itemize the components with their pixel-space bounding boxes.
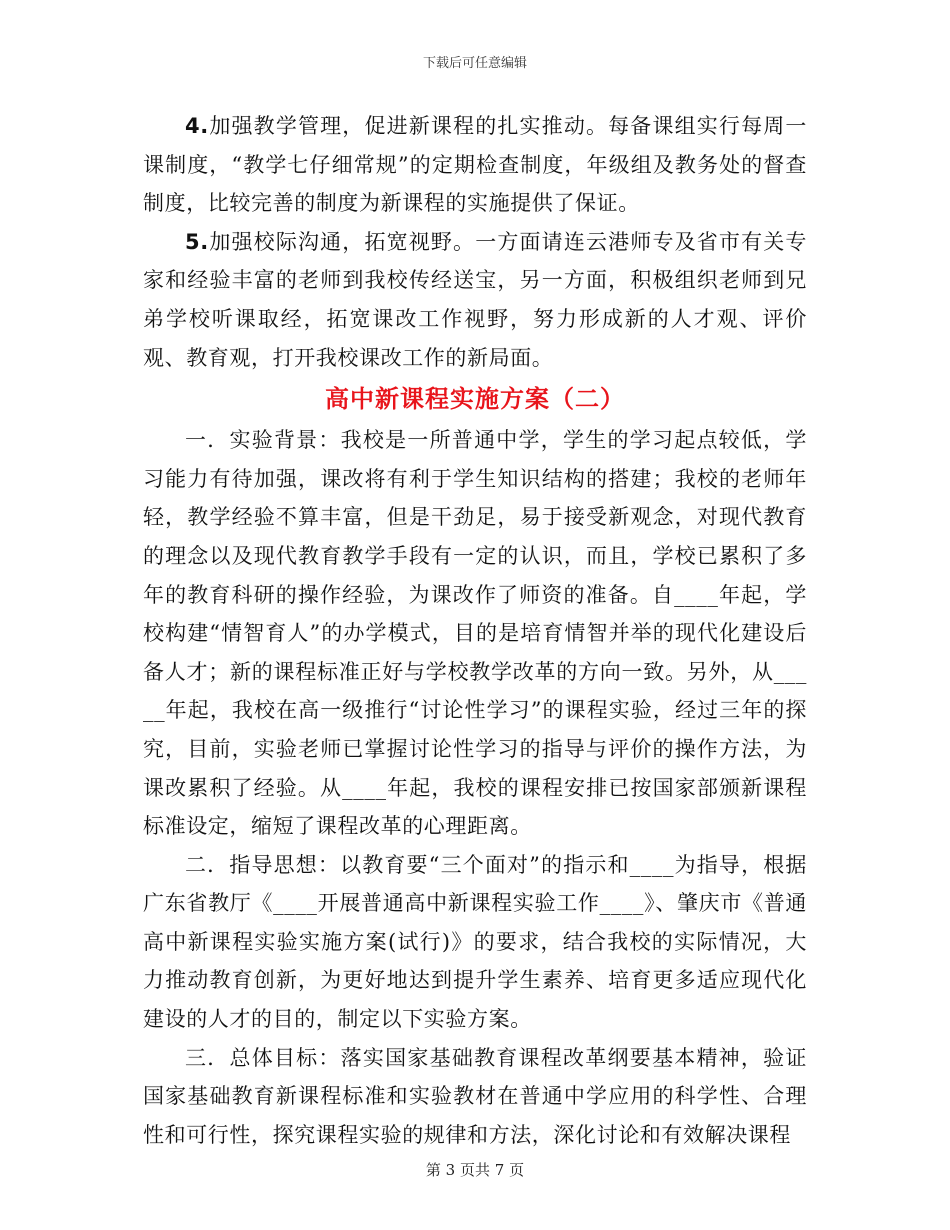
paragraph-item-4 — [143, 107, 807, 223]
item-number: 5. — [185, 229, 209, 254]
page-footer: 第 3 页共 7 页 — [425, 1161, 525, 1179]
page-header: 下载后可任意编辑 — [422, 56, 527, 71]
paragraph-background: 一．实验背景：我校是一所普通中学，学生的学习起点较低，学习能力有待加强，课改将有利于学生知识结构的搭建；我校的老师年轻，教学经验不算丰富，但是干劲足，易于接受新观念，对现代教育的理念以及现代教育教学手段有一定的认识，而且，学校已累积了多年的教育科研的操作经验，为课改作了师资的准备。自____年起，学校构建“情智育人”的办学模式，目的是培育情智并举的现代化建设后备人才；新的课程标准正好与学校教学改革的方向一致。另外，从_____年起，我校在高一级推行“讨论性学习”的课程实验，经过三年的探究，目前，实验老师已掌握讨论性学习的指导与评价的操作方法，为课改累积了经验。从____年起，我校的课程安排已按国家部颁新课程标准设定，缩短了课程改革的心理距离。 — [143, 428, 807, 839]
paragraph-guideline: 二．指导思想：以教育要“三个面对”的指示和____为指导，根据广东省教厅《____开展普通高中新课程实验工作____》、肇庆市《普通高中新课程实验实施方案(试行)》的要求，结合我校的实际情况，大力推动教育创新，为更好地达到提升学生素养、培育更多适应现代化建设的人才的目的，制定以下实验方案。 — [143, 852, 807, 1032]
paragraph-item-5 — [143, 223, 807, 377]
paragraph-text: 加强教学管理，促进新课程的扎实推动。每备课组实行每周一课制度，“教学七仔细常规”的定期检查制度，年级组及教务处的督查制度，比较完善的制度为新课程的实施提供了保证。 — [143, 114, 807, 216]
item-number: 4. — [185, 114, 209, 138]
section-title: 高中新课程实施方案（二） — [325, 384, 625, 414]
paragraph-text: 加强校际沟通，拓宽视野。一方面请连云港师专及省市有关专家和经验丰富的老师到我校传经送宝，另一方面，积极组织老师到兄弟学校听课取经，拓宽课改工作视野，努力形成新的人才观、评价观、教育观，打开我校课改工作的新局面。 — [143, 229, 807, 370]
paragraph-goal: 三．总体目标：落实国家基础教育课程改革纲要基本精神，验证国家基础教育新课程标准和实验教材在普通中学应用的科学性、合理性和可行性，探究课程实验的规律和方法，深化讨论和有效解决课程 — [143, 1045, 807, 1147]
document-body — [143, 107, 807, 1154]
